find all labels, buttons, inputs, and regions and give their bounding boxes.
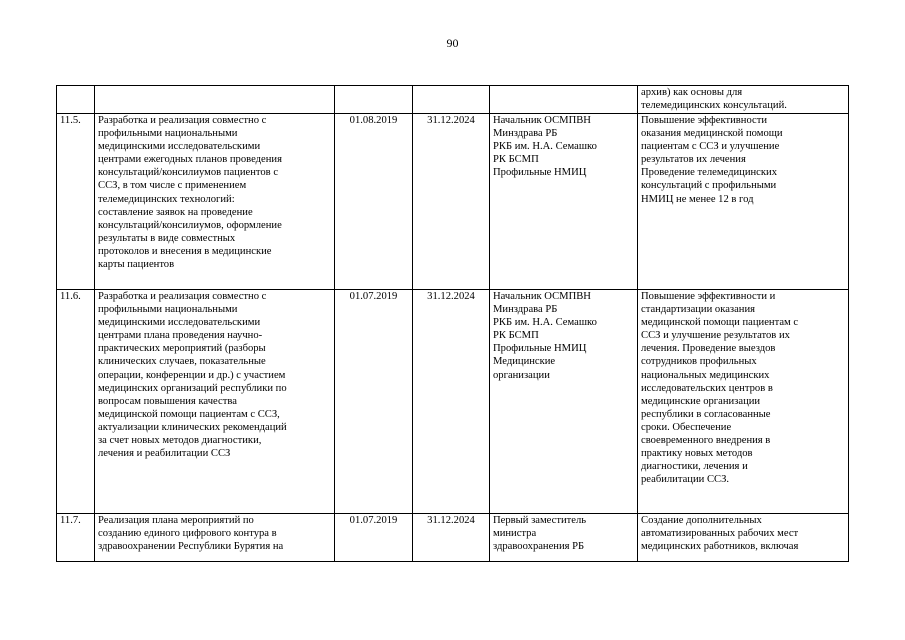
activity-name-line: Реализация плана мероприятий по [98,515,254,526]
activity-name [95,86,335,114]
activity-name-line: актуализации клинических рекомендаций [98,421,287,433]
expected-result-line: национальных медицинских [641,369,770,381]
expected-result-line: своевременного внедрения в [641,435,771,447]
expected-result-line: диагностики, лечения и [641,461,748,473]
activity-name-line: ССЗ, в том числе с применением [98,180,247,192]
activity-name-line: Разработка и реализация совместно с [98,291,267,302]
expected-result-line: автоматизированных рабочих мест [641,528,799,540]
activity-name-line: консультаций/консилиумов пациентов с [98,167,279,179]
item-number: 11.7. [57,514,95,562]
expected-result [638,86,849,114]
activity-name [95,114,335,290]
activity-name-line: Разработка и реализация совместно с [98,115,267,126]
activity-table [56,85,849,562]
responsible-line: Профильные НМИЦ [493,167,587,179]
expected-result-line: результатов их лечения [641,154,746,166]
expected-result-line: оказания медицинской помощи [641,128,783,140]
responsible-line: РКБ им. Н.А. Семашко [493,317,597,329]
expected-result-line: НМИЦ не менее 12 в год [641,193,754,205]
item-number: 11.5. [57,114,95,290]
activity-name-line: медицинской помощи пациентам с ССЗ, [98,408,280,420]
responsible-line: Начальник ОСМПВН [493,291,591,302]
activity-name-line: медицинскими исследовательскими [98,141,261,153]
activity-name-line: клинических случаев, показательные [98,356,266,368]
expected-result-line: стандартизации оказания [641,304,756,316]
responsible [490,114,638,290]
activity-name-line: профильными национальными [98,128,238,140]
table-row [57,514,849,562]
expected-result [638,290,849,514]
expected-result-line: медицинские организации [641,395,761,407]
start-date: 01.08.2019 [335,114,413,290]
activity-name-line: карты пациентов [98,259,175,271]
expected-result [638,114,849,290]
activity-name-line: медицинских организаций республики по [98,382,287,394]
activity-name-line: практических мероприятий (разборы [98,343,266,355]
activity-name-line: центрами плана проведения научно- [98,330,263,342]
expected-result-line: Проведение телемедицинских [641,167,777,179]
activity-name-line: протоколов и внесения в медицинские [98,245,272,257]
responsible-line: министра [493,528,537,540]
start-date: 01.07.2019 [335,290,413,514]
activity-name-line: операции, конференции и др.) с участием [98,369,286,381]
activity-name-line: вопросам повышения качества [98,395,237,407]
responsible [490,514,638,562]
end-date: 31.12.2024 [413,114,490,290]
page-number: 90 [446,36,459,50]
activity-name [95,290,335,514]
activity-name-line: результаты в виде совместных [98,232,236,244]
activity-name-line: лечения и реабилитации ССЗ [98,448,231,460]
activity-name-line: консультаций/консилиумов, оформление [98,219,282,231]
expected-result-line: реабилитации ССЗ. [641,474,730,486]
expected-result-line: Повышение эффективности [641,115,768,126]
item-number [57,86,95,114]
responsible [490,290,638,514]
expected-result-line: республики в согласованные [641,408,771,420]
activity-name-line: телемедицинских технологий: [98,193,235,205]
activity-name-line: за счет новых методов диагностики, [98,435,262,447]
responsible-line: РК БСМП [493,154,539,166]
activity-name-line: профильными национальными [98,304,238,316]
expected-result-line: архив) как основы для [641,87,743,98]
responsible [490,86,638,114]
activity-name [95,514,335,562]
end-date: 31.12.2024 [413,514,490,562]
expected-result-line: ССЗ и улучшение результатов их [641,330,790,342]
activity-name-line: центрами ежегодных планов проведения [98,154,282,166]
expected-result-line: практику новых методов [641,448,753,460]
start-date [335,86,413,114]
responsible-line: Минздрава РБ [493,304,558,316]
item-number: 11.6. [57,290,95,514]
responsible-line: РКБ им. Н.А. Семашко [493,141,597,153]
start-date: 01.07.2019 [335,514,413,562]
responsible-line: Начальник ОСМПВН [493,115,591,126]
expected-result-line: исследовательских центров в [641,382,773,394]
responsible-line: Медицинские [493,356,556,368]
expected-result [638,514,849,562]
responsible-line: Профильные НМИЦ [493,343,587,355]
expected-result-line: консультаций с профильными [641,180,777,192]
expected-result-line: лечения. Проведение выездов [641,343,776,355]
expected-result-line: сотрудников профильных [641,356,757,368]
expected-result-line: медицинской помощи пациентам с [641,317,799,329]
table-row [57,114,849,290]
table-body [57,86,849,562]
expected-result-line: Создание дополнительных [641,515,762,526]
activity-name-line: созданию единого цифрового контура в [98,528,277,540]
expected-result-line: телемедицинских консультаций. [641,100,787,112]
expected-result-line: Повышение эффективности и [641,291,776,302]
table-row [57,290,849,514]
responsible-line: РК БСМП [493,330,539,342]
end-date [413,86,490,114]
expected-result-line: сроки. Обеспечение [641,421,732,433]
expected-result-line: пациентам с ССЗ и улучшение [641,141,780,153]
responsible-line: Первый заместитель [493,515,587,526]
end-date: 31.12.2024 [413,290,490,514]
activity-name-line: здравоохранении Республики Бурятия на [98,541,284,553]
responsible-line: здравоохранения РБ [493,541,585,553]
responsible-line: Минздрава РБ [493,128,558,140]
table-row [57,86,849,114]
activity-name-line: медицинскими исследовательскими [98,317,261,329]
expected-result-line: медицинских работников, включая [641,541,799,553]
activity-name-line: составление заявок на проведение [98,206,253,218]
responsible-line: организации [493,369,550,381]
